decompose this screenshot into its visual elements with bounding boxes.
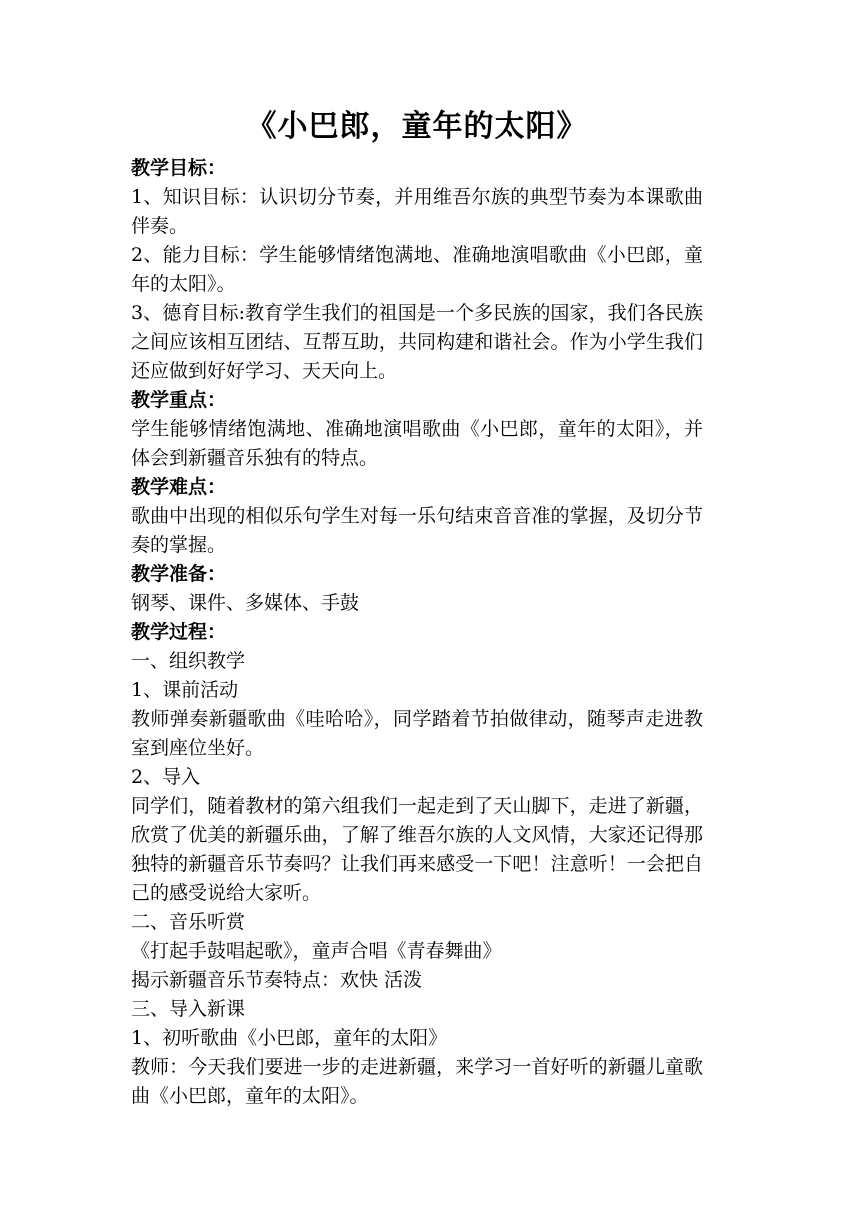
- paragraph: 1、初听歌曲《小巴郎，童年的太阳》: [131, 1027, 448, 1049]
- paragraph: 二、音乐听赏: [131, 911, 246, 933]
- paragraph: 教师：今天我们要进一步的走进新疆，来学习一首好听的新疆儿童歌曲《小巴郎，童年的太阳》。: [131, 1056, 703, 1107]
- paragraph: 一、组织教学: [131, 650, 246, 672]
- section-heading: 教学准备：: [131, 563, 227, 585]
- section-heading: 教学过程：: [131, 621, 227, 643]
- paragraph: 2、导入: [131, 766, 201, 788]
- document-page: [131, 100, 703, 1111]
- section-heading: 教学目标：: [131, 157, 227, 179]
- paragraph: 三、导入新课: [131, 998, 246, 1020]
- paragraph: 学生能够情绪饱满地、准确地演唱歌曲《小巴郎，童年的太阳》，并体会到新疆音乐独有的特点。: [131, 418, 703, 469]
- paragraph: 歌曲中出现的相似乐句学生对每一乐句结束音音准的掌握，及切分节奏的掌握。: [131, 505, 703, 556]
- paragraph: 《打起手鼓唱起歌》，童声合唱《青春舞曲》: [131, 940, 502, 962]
- paragraph: 钢琴、课件、多媒体、手鼓: [131, 592, 360, 614]
- paragraph: 1、课前活动: [131, 679, 239, 701]
- document-body: [131, 154, 703, 1111]
- paragraph: 教师弹奏新疆歌曲《哇哈哈》，同学踏着节拍做律动，随琴声走进教室到座位坐好。: [131, 708, 703, 759]
- section-heading: 教学重点：: [131, 389, 227, 411]
- document-title: 《小巴郎，童年的太阳》: [246, 109, 588, 144]
- paragraph: 同学们，随着教材的第六组我们一起走到了天山脚下，走进了新疆，欣赏了优美的新疆乐曲，了解了维吾尔族的人文风情，大家还记得那独特的新疆音乐节奏吗？让我们再来感受一下吧！注意听！一会把自己的感受说给大家听。: [131, 795, 703, 904]
- paragraph: 3、德育目标:教育学生我们的祖国是一个多民族的国家，我们各民族之间应该相互团结、互帮互助，共同构建和谐社会。作为小学生我们还应做到好好学习、天天向上。: [131, 302, 703, 382]
- paragraph: 2、能力目标：学生能够情绪饱满地、准确地演唱歌曲《小巴郎，童年的太阳》。: [131, 244, 703, 295]
- paragraph: 1、知识目标：认识切分节奏，并用维吾尔族的典型节奏为本课歌曲伴奏。: [131, 186, 703, 237]
- section-heading: 教学难点：: [131, 476, 227, 498]
- paragraph: 揭示新疆音乐节奏特点：欢快 活泼: [131, 969, 423, 991]
